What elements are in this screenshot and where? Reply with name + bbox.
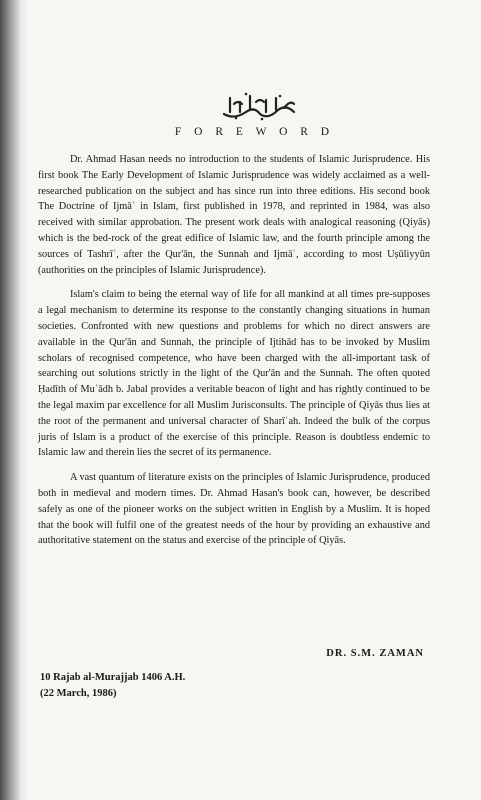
arabic-calligraphy-ornament (220, 90, 298, 124)
page-heading: F O R E W O R D (174, 126, 335, 138)
author-signature: DR. S.M. ZAMAN (326, 648, 424, 659)
book-spine-shadow (0, 0, 28, 800)
paragraph-3: A vast quantum of literature exists on the principles of Islamic Jurisprudence, produced both in medieval and modern times. Dr. Ahmad Hasan's book can, however, be described safely as one of the pioneer works on the subject written in English by a Muslim. It is hoped that the book will fulfil one of the greatest needs of the hour by providing an exhaustive and authoritative statement on the status and exercise of the principle of Qiyās. (38, 472, 431, 547)
book-page (28, 0, 481, 800)
date-gregorian: (22 March, 1986) (40, 688, 117, 699)
date-hijri: 10 Rajab al-Murajjab 1406 A.H. (40, 672, 186, 683)
paragraph-2: Islam's claim to being the eternal way of life for all mankind at all times pre-supposes a legal mechanism to determine its response to the constantly changing situations in human societies. Confronted with new questions and problems for which no direct answers are available in the Qur'ān and Sunnah, the principle of Ijtihād has to be invoked by Muslim scholars of recognised competence, who have been charged with the all-important task of searching out solutions strictly in the light of the Qur'ān and the Sunnah. The often quoted Ḥadīth of Muʿādh b. Jabal provides a veritable beacon of light and has rightly continued to be the legal maxim par excellence for all Muslim Jurisconsults. The principle of Qiyās thus lies at the root of the permanent and universal character of Sharīʿah. Indeed the bulk of the corpus juris of Islam is a product of the exercise of this principle. Reason is doubtless endemic to Islamic law and therein lies the secret of its permanence. (38, 289, 430, 459)
paragraph-1: Dr. Ahmad Hasan needs no introduction to the students of Islamic Jurisprudence. His first book The Early Development of Islamic Jurisprudence was widely acclaimed as a well-researched publication on the subject and has since run into three editions. His second book The Doctrine of Ijmāʿ in Islam, first published in 1978, and reprinted in 1984, was also received with similar approbation. The present work deals with analogical reasoning (Qiyās) which is the bed-rock of the great edifice of Islamic law, and the fourth principle among the sources of Tashrīʿ, after the Qur'ān, the Sunnah and Ijmāʿ, according to most Uṣūliyyūn (authorities on the principles of Islamic Jurisprudence). (38, 154, 430, 276)
foreword-body (38, 152, 430, 558)
